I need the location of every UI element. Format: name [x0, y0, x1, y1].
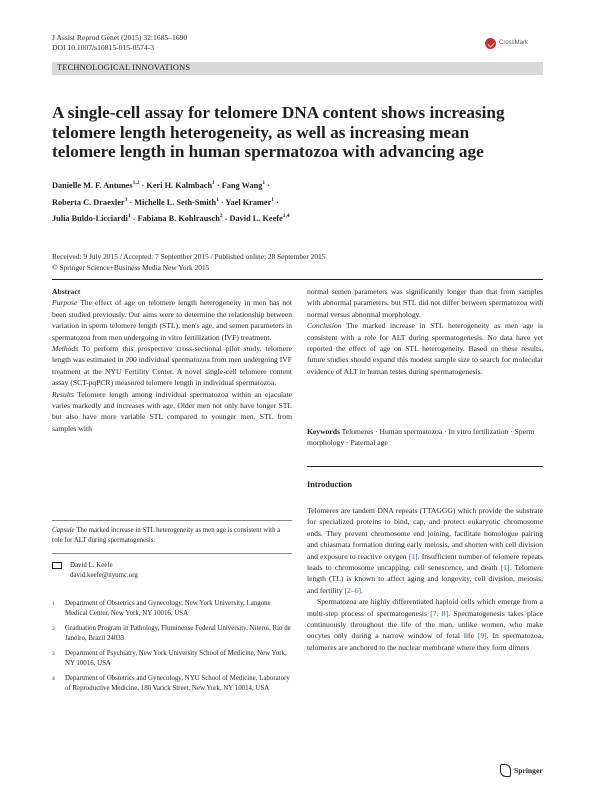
corresponding-author [52, 561, 138, 581]
corresponding-email[interactable]: david.keefe@nyumc.org [70, 572, 138, 579]
section-label: TECHNOLOGICAL INNOVATIONS [57, 63, 191, 72]
author[interactable]: Fabiana B. Kohlrausch$^2$ [137, 213, 223, 224]
header-divider [52, 279, 543, 280]
crossmark-badge[interactable] [485, 36, 555, 50]
capsule [52, 526, 292, 546]
results-text: Telomere length among individual spermatozoa within an ejaculate varies markedly and increases with age. Older men not only have longer STL but also have more variable STL compared to younger men. STL from samples with [52, 389, 292, 433]
publisher-name: Springer [514, 766, 543, 775]
crossmark-label: CrossMark [499, 40, 529, 46]
methods-text: To perform this prospective cross-sectional pilot study, telomere length was estimated in 200 individual spermatozoa from men undergoing IVF treatment at the NYU Fertility Center. A novel single-cell telomere content assay (SCT-pqPCR) measured telomere length in individual spermatozoa. [52, 344, 292, 388]
keywords-text: Telomeres · Human spermatozoa · In vitro fertilization · Sperm morphology · Paternal age [307, 427, 535, 448]
publication-dates [52, 251, 325, 273]
affiliation: 2 Graduation Program in Pathology, Fluminense Federal University, Niteroi, Rio de Janeiro, Brazil 24033 [52, 625, 291, 642]
results-label: Results [52, 389, 74, 399]
author[interactable]: Michelle L. Seth-Smith$^1$ [134, 196, 219, 207]
abstract-right-column [307, 286, 543, 377]
author[interactable]: Yael Kramer$^1$ [225, 196, 275, 207]
affiliation: 4 Department of Obstetrics and Gynecology, NYU School of Medicine, Laboratory of Reproductive Medicine, 180 Varick Street, New York, NY 10014, USA [52, 675, 290, 692]
author[interactable]: Keri H. Kalmbach$^1$ [146, 180, 215, 190]
intro-paragraph-1: Telomeres are tandem DNA repeats (TTAGGG) which provide the substrate for specialized proteins to bind, cap, and protect eukaryotic chromosome ends. They prevent chromosome end joining, facilitate homologue pairing and chiasmata formation during early meiosis, and shorten with cell division and exposure to reactive oxygen [1]. Insufficient number of telomere repeats leads to chromosome uncapping, cell senescence, and death [1]. Telomere length (TL) is known to affect aging and longevity, cell division, meiosis, and fertility [2–6]. [307, 506, 543, 595]
footnote-divider [52, 553, 292, 554]
citation-link[interactable]: [1] [500, 563, 510, 573]
citation-link[interactable]: [2–6] [344, 585, 361, 595]
capsule-divider [52, 520, 292, 521]
dates-line: Received: 9 July 2015 / Accepted: 7 September 2015 / Published online: 28 September 2015 [52, 252, 326, 261]
citation-link[interactable]: [7, 8] [430, 608, 449, 618]
capsule-text: The marked increase in STL heterogeneity as men age is consistent with a role for ALT during spermatogenesis. [52, 527, 281, 544]
abstract-left-column [52, 286, 292, 434]
conclusion-text: The marked increase in STL heterogeneity as men age is consistent with a role for ALT during spermatogenesis. No data have yet reported the effect of age on STL heterogeneity. Based on these results, future studies should expand this modest sample size to search for molecular evidence of ALT in human testes during spermatogenesis. [307, 321, 543, 376]
envelope-icon [52, 562, 62, 569]
introduction-body [307, 505, 543, 653]
citation-link[interactable]: [9] [477, 631, 487, 641]
methods-label: Methods [52, 344, 79, 354]
copyright-line: © Springer Science+Business Media New York 2015 [52, 263, 210, 272]
conclusion-label: Conclusion [307, 321, 342, 331]
results-continued: normal semen parameters was significantly longer than that from samples with abnormal parameters, but STL did not differ between spermatozoa with normal versus abnormal morphology. [307, 287, 543, 319]
author[interactable]: Julia Buldo-Licciardi$^1$ [52, 213, 131, 224]
capsule-label: Capsule [52, 527, 75, 534]
journal-citation-line: J Assist Reprod Genet (2015) 32:1685–1690 [52, 33, 188, 42]
affiliations [52, 599, 292, 699]
affiliation: 1 Department of Obstetrics and Gynecology, New York University, Langone Medical Center, New York, NY 10016, USA [52, 600, 271, 617]
doi-line: DOI 10.1007/s10815-015-0574-3 [52, 43, 155, 52]
journal-citation [52, 33, 187, 53]
citation-link[interactable]: [1] [408, 551, 418, 561]
article-title: A single-cell assay for telomere DNA content shows increasing telomere length heterogeneity, as well as increasing mean telomere length in human spermatozoa with advancing age [52, 103, 505, 161]
corresponding-name: David L. Keefe [70, 562, 113, 569]
springer-horse-icon [500, 764, 511, 777]
author[interactable]: David L. Keefe$^{1,4}$ [229, 213, 290, 224]
affiliation: 3 Department of Psychiatry, New York University School of Medicine, New York, NY 10016, USA [52, 650, 287, 667]
author[interactable]: Fang Wang$^1$ [221, 180, 266, 190]
author[interactable]: Roberta C. Draexler$^3$ [52, 196, 128, 207]
purpose-text: The effect of age on telomere length heterogeneity in men has not been studied previously. Our aims were to determine the relationship between variation in sperm telomere length (STL), men's age, and semen parameters in spermatozoa from men undergoing in vitro fertilization (IVF) treatment. [52, 298, 292, 342]
abstract-heading: Abstract [52, 287, 81, 296]
keywords [307, 426, 543, 449]
keywords-label: Keywords [307, 427, 340, 436]
publisher-logo [500, 764, 543, 777]
introduction-heading: Introduction [307, 480, 353, 489]
keywords-divider [307, 466, 543, 467]
purpose-label: Purpose [52, 298, 78, 308]
intro-paragraph-2: Spermatozoa are highly differentiated haploid cells which emerge from a multi-step process of spermatogenesis [7, 8]. Spermatogenesis takes place continuously throughout the life of the man, unlike women, who make oocytes only during a narrow window of fetal life [9]. In spermatozoa, telomeres are anchored to the nuclear membrane where they form dimers [307, 597, 544, 652]
author[interactable]: Danielle M. F. Antunes$^{1,2}$ [52, 180, 140, 190]
crossmark-icon [485, 38, 496, 49]
author-list: Danielle M. F. Antunes$^{1,2}$ · Keri H. Kalmbach$^1$ · Fang Wang$^1$ · Roberta C. Draexler$^3$ · Michelle L. Seth-Smith$^1$ · Yael Kramer$^1$ · Julia Buldo-Licciardi$^1$ · Fabiana B. Kohlrausch$^2$ · David L. Keefe$^{1,4}$ [52, 180, 290, 224]
